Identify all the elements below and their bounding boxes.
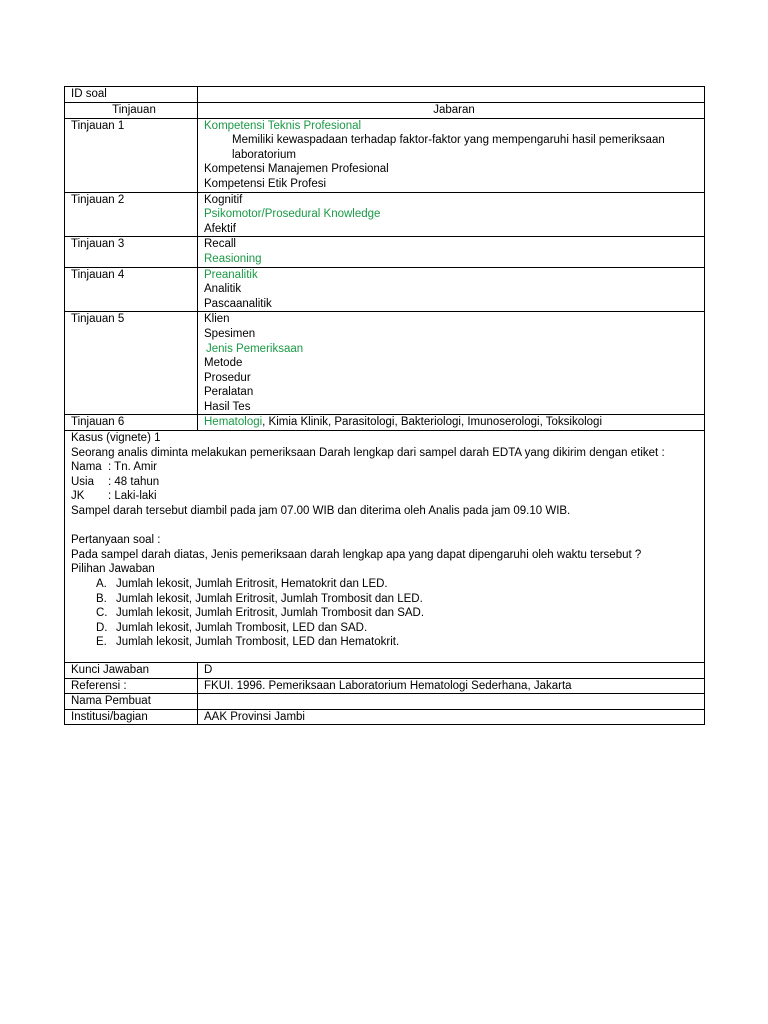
kompetensi-etik: Kompetensi Etik Profesi: [204, 177, 327, 190]
jk-value: : Laki-laki: [108, 490, 157, 503]
preanalitik: Preanalitik: [204, 268, 258, 281]
etiket-nama: [71, 460, 704, 475]
question-table: [64, 86, 705, 725]
spacer: [71, 519, 704, 534]
tinjauan-4-label: Tinjauan 4: [65, 267, 198, 312]
psikomotor: Psikomotor/Prosedural Knowledge: [204, 208, 381, 221]
sampel-text: Sampel darah tersebut diambil pada jam 07.00 WIB dan diterima oleh Analis pada jam 09.10 WIB.: [71, 505, 571, 518]
tinjauan-3-row: [65, 237, 705, 267]
analitik: Analitik: [204, 283, 242, 296]
option-text: Jumlah lekosit, Jumlah Trombosit, LED dan Hematokrit.: [116, 636, 400, 649]
pertanyaan-text: Pada sampel darah diatas, Jenis pemeriksaan darah lengkap apa yang dapat dipengaruhi oleh waktu tersebut ?: [71, 548, 642, 561]
tinjauan-3-label: Tinjauan 3: [65, 237, 198, 267]
tinjauan-2-label: Tinjauan 2: [65, 192, 198, 237]
option-text: Jumlah lekosit, Jumlah Eritrosit, Jumlah Trombosit dan SAD.: [116, 607, 425, 620]
nama-value: : Tn. Amir: [108, 461, 157, 474]
pertanyaan-label: Pertanyaan soal :: [71, 534, 161, 547]
recall: Recall: [204, 238, 236, 251]
header-row: [65, 103, 705, 119]
institusi-row: [65, 709, 705, 725]
option-letter: E.: [96, 636, 107, 649]
tinjauan-2-row: [65, 192, 705, 237]
peralatan: Peralatan: [204, 386, 254, 399]
jenis-pemeriksaan: Jenis Pemeriksaan: [206, 342, 304, 355]
tinjauan-2-content: [198, 192, 705, 237]
answer-options: [71, 577, 704, 650]
kompetensi-teknis-detail: Memiliki kewaspadaan terhadap faktor-faktor yang mempengaruhi hasil pemeriksaan laboratorium: [232, 134, 665, 161]
option-c: [96, 606, 704, 621]
usia-label: Usia: [71, 475, 95, 488]
tinjauan-4-content: [198, 267, 705, 312]
etiket-jk: [71, 489, 704, 504]
option-b: [96, 592, 704, 607]
usia-value: : 48 tahun: [108, 475, 160, 488]
kasus-row: [65, 431, 705, 663]
referensi-row: [65, 678, 705, 694]
tinjauan-1-content: [198, 118, 705, 192]
referensi-value: FKUI. 1996. Pemeriksaan Laboratorium Hematologi Sederhana, Jakarta: [198, 678, 705, 694]
pembuat-label: Nama Pembuat: [65, 694, 198, 710]
kompetensi-manajemen: Kompetensi Manajemen Profesional: [204, 163, 389, 176]
tinjauan-6-label: Tinjauan 6: [65, 415, 198, 431]
kognitif: Kognitif: [204, 193, 243, 206]
hasil-tes: Hasil Tes: [204, 400, 251, 413]
header-tinjauan: Tinjauan: [65, 103, 198, 119]
pembuat-value: [198, 694, 705, 710]
kasus-intro: Seorang analis diminta melakukan pemeriksaan Darah lengkap dari sampel darah EDTA yang dikirim dengan etiket :: [71, 446, 665, 459]
tinjauan-1-row: [65, 118, 705, 192]
jk-label: JK: [71, 490, 85, 503]
tinjauan-5-content: [198, 312, 705, 415]
afektif: Afektif: [204, 222, 236, 235]
option-letter: D.: [96, 621, 108, 634]
nama-label: Nama: [71, 461, 102, 474]
tinjauan-3-content: [198, 237, 705, 267]
kunci-value: D: [198, 662, 705, 678]
pembuat-row: [65, 694, 705, 710]
kunci-row: [65, 662, 705, 678]
tinjauan-1-label: Tinjauan 1: [65, 118, 198, 192]
tinjauan-4-row: [65, 267, 705, 312]
spesimen: Spesimen: [204, 327, 256, 340]
kasus-content: [65, 431, 705, 663]
option-e: [96, 635, 704, 650]
header-jabaran: Jabaran: [198, 103, 705, 119]
kasus-title: Kasus (vignete) 1: [71, 432, 161, 445]
referensi-label: Referensi :: [65, 678, 198, 694]
id-soal-value: [198, 87, 705, 103]
id-soal-label: ID soal: [65, 87, 198, 103]
hematologi: Hematologi: [204, 416, 263, 429]
institusi-label: Institusi/bagian: [65, 709, 198, 725]
klien: Klien: [204, 313, 230, 326]
tinjauan-5-label: Tinjauan 5: [65, 312, 198, 415]
etiket-usia: [71, 475, 704, 490]
option-letter: A.: [96, 578, 107, 590]
option-letter: B.: [96, 592, 107, 605]
id-soal-row: [65, 87, 705, 103]
option-a: [96, 577, 704, 592]
option-text: Jumlah lekosit, Jumlah Eritrosit, Jumlah Trombosit dan LED.: [116, 592, 423, 605]
kompetensi-teknis: Kompetensi Teknis Profesional: [204, 119, 362, 132]
reasioning: Reasioning: [204, 252, 262, 265]
prosedur: Prosedur: [204, 371, 251, 384]
metode: Metode: [204, 357, 243, 370]
tinjauan-6-row: [65, 415, 705, 431]
kunci-label: Kunci Jawaban: [65, 662, 198, 678]
tinjauan-6-content: [198, 415, 705, 431]
option-d: [96, 621, 704, 636]
tinjauan-6-rest: , Kimia Klinik, Parasitologi, Bakteriologi, Imunoserologi, Toksikologi: [262, 416, 603, 429]
option-letter: C.: [96, 607, 108, 620]
option-text: Jumlah lekosit, Jumlah Eritrosit, Hematokrit dan LED.: [116, 578, 388, 590]
tinjauan-5-row: [65, 312, 705, 415]
option-text: Jumlah lekosit, Jumlah Trombosit, LED dan SAD.: [116, 621, 368, 634]
pilihan-label: Pilihan Jawaban: [71, 563, 155, 576]
pascaanalitik: Pascaanalitik: [204, 297, 272, 310]
institusi-value: AAK Provinsi Jambi: [198, 709, 705, 725]
